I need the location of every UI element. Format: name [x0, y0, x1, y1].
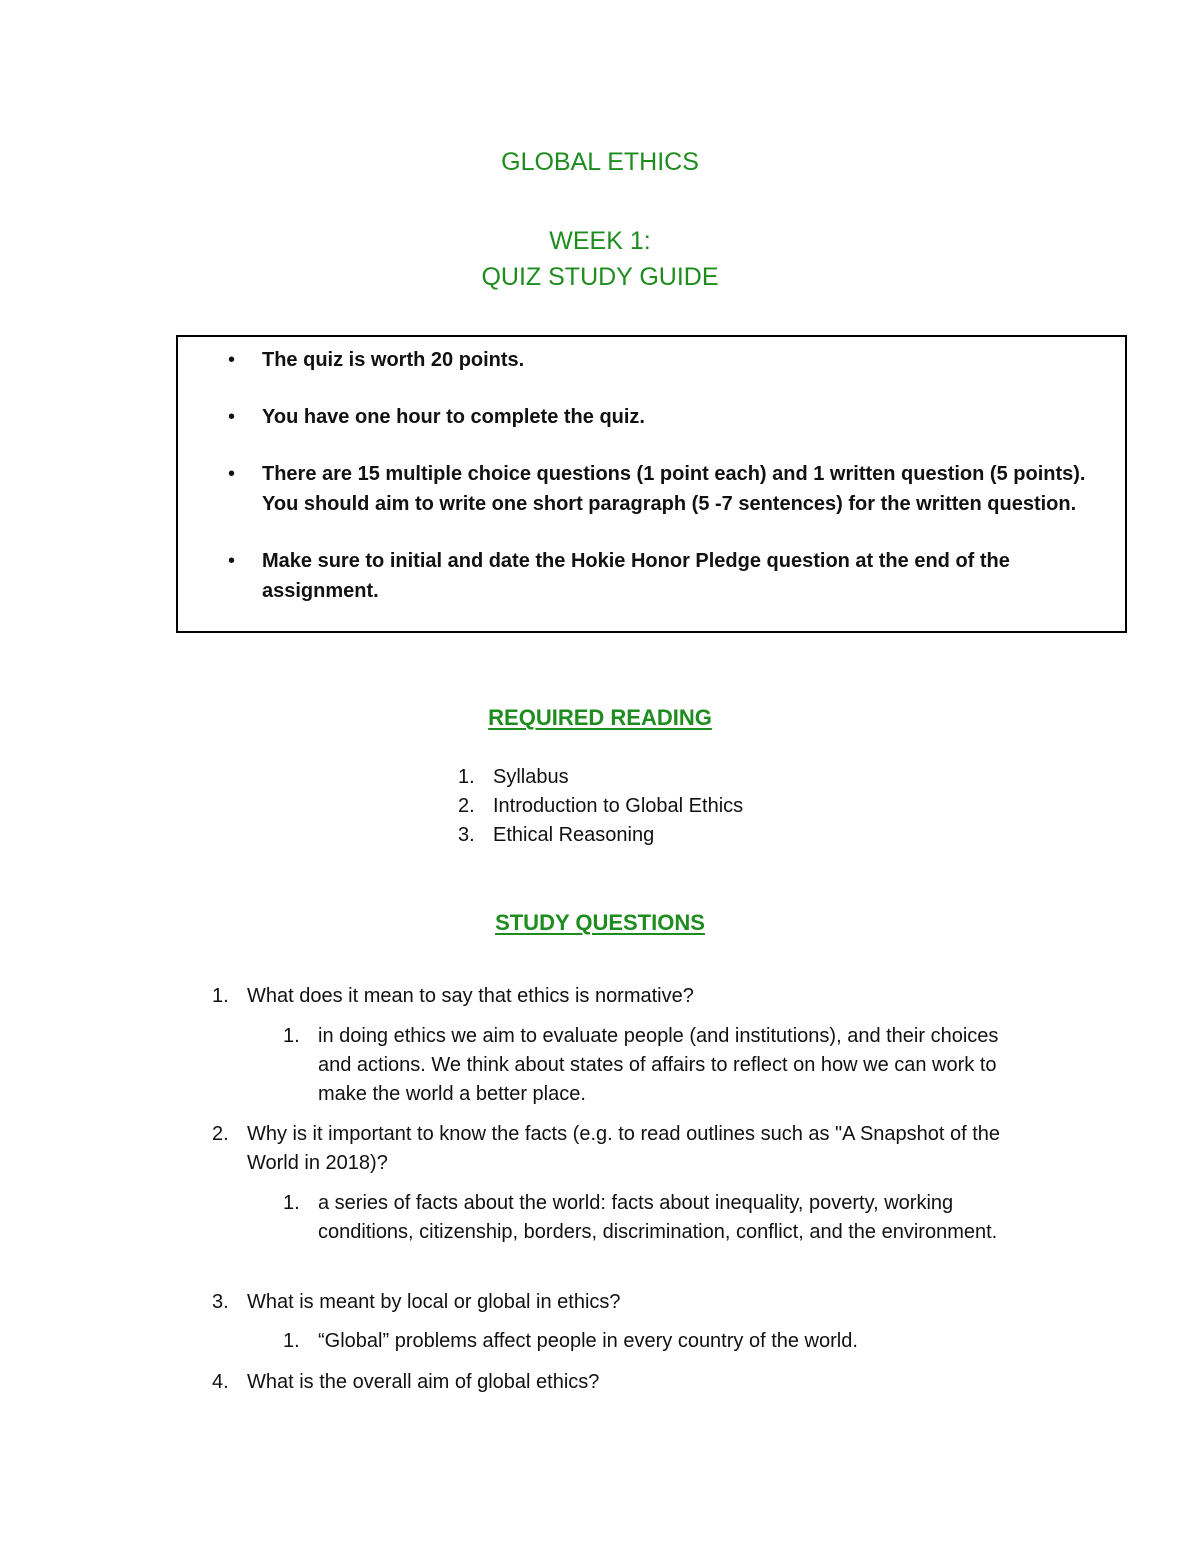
info-bullet-text: The quiz is worth 20 points. — [262, 349, 525, 371]
question-text: What is meant by local or global in ethics? — [247, 1291, 621, 1313]
page-title: GLOBAL ETHICS — [501, 148, 699, 176]
question-text: What does it mean to say that ethics is normative? — [247, 985, 694, 1007]
info-bullet-text: You have one hour to complete the quiz. — [262, 406, 645, 428]
study-questions-heading: STUDY QUESTIONS — [495, 910, 705, 935]
required-reading-heading: REQUIRED READING — [488, 705, 712, 730]
question-text: What is the overall aim of global ethics? — [247, 1371, 600, 1393]
week-label: WEEK 1: — [549, 227, 651, 255]
info-bullet-text: Make sure to initial and date the Hokie Honor Pledge question at the end of the assignment. — [262, 550, 1010, 602]
quiz-info-box — [176, 335, 1127, 633]
page-subtitle: QUIZ STUDY GUIDE — [481, 263, 719, 291]
bullet-icon: • — [228, 349, 236, 371]
answer-text: in doing ethics we aim to evaluate people (and institutions), and their choices and actions. We think about states of affairs to reflect on how we can work to make the world a better place. — [318, 1025, 999, 1105]
answer-text: a series of facts about the world: facts about inequality, poverty, working conditions, citizenship, borders, discrimination, conflict, and the environment. — [318, 1192, 998, 1243]
bullet-icon: • — [228, 550, 236, 572]
info-bullet-text: There are 15 multiple choice questions (1 point each) and 1 written question (5 points). You should aim to write one short paragraph (5 -7 sentences) for the written question. — [262, 463, 1086, 515]
question-text: Why is it important to know the facts (e.g. to read outlines such as "A Snapshot of the World in 2018)? — [247, 1123, 1001, 1174]
bullet-icon: • — [228, 406, 236, 428]
bullet-icon: • — [228, 463, 236, 485]
answer-text: “Global” problems affect people in every country of the world. — [318, 1330, 858, 1352]
